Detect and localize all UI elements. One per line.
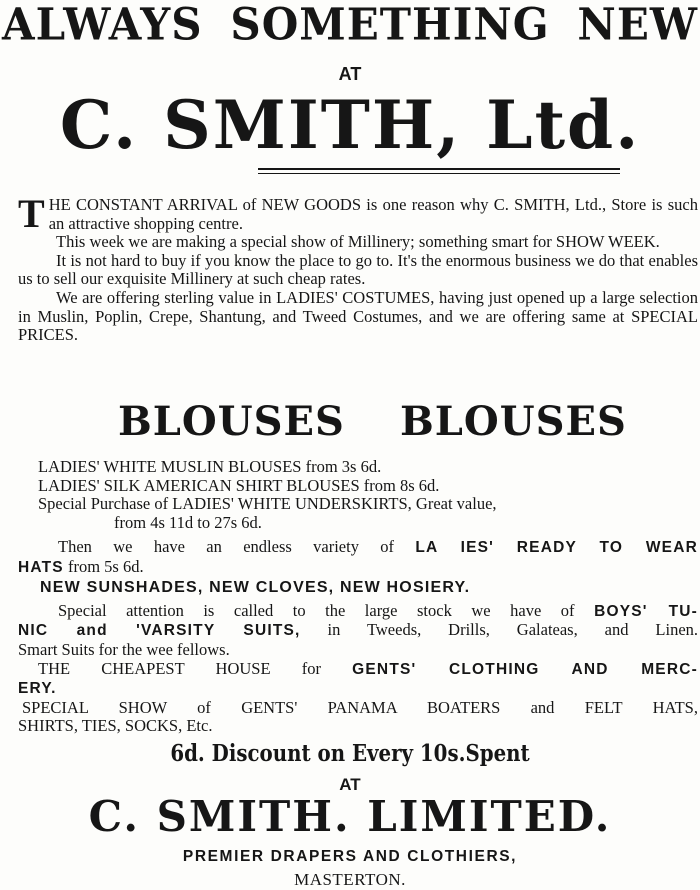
brand-name-footer: C. SMITH. LIMITED. [88,792,612,841]
list-item: LADIES' WHITE MUSLIN BLOUSES from 3s 6d. [38,457,382,476]
intro-paragraph-1-text: HE CONSTANT ARRIVAL of NEW GOODS is one reason why C. SMITH, Ltd., Store is such an attractive shopping centre. [48,195,698,233]
at-label-footer: AT [339,775,361,794]
intro-paragraph-3: It is not hard to buy if you know the place to go to. It's the enormous business we do that enables us to sell our exquisite Millinery at such cheap rates. [18,250,698,289]
discount-banner: 6d. Discount on Every 10s.Spent [170,740,530,767]
list-item: Special Purchase of LADIES' WHITE UNDERSKIRTS, Great value, [38,494,497,514]
intro-text [18,191,698,345]
cheapest-house-line [18,660,698,680]
intro-paragraph-1 [18,191,698,236]
new-goods-line: NEW SUNSHADES, NEW CLOVES, NEW HOSIERY. [40,579,471,597]
headline-word-always: ALWAYS [2,0,203,51]
drop-cap: T [18,191,45,236]
double-rule-bottom [258,173,620,174]
ready-to-wear-bold: LA IES' READY TO WEAR [415,539,698,556]
hats-bold: HATS [18,558,64,576]
nic-materials: in Tweeds, Drills, Galateas, and Linen. [327,620,699,640]
blouses-heading-left: BLOUSES [118,398,345,445]
cheapest-house-intro: THE CHEAPEST HOUSE for [38,658,321,678]
boys-bold: BOYS' TU- [594,602,699,620]
ery-line [18,679,698,699]
nic-bold: NIC and 'VARSITY SUITS, [18,622,301,640]
list-item: from 4s 11d to 27s 6d. [114,512,262,532]
brand-name: C. SMITH, Ltd. [59,86,641,164]
blouses-heading-right: BLOUSES [400,398,627,445]
headline [2,0,698,50]
ery-bold: ERY. [18,680,57,698]
town-name: MASTERTON. [294,870,406,889]
special-show-line: SPECIAL SHOW of GENTS' PANAMA BOATERS and FELT HATS, [22,697,698,717]
tagline: PREMIER DRAPERS AND CLOTHIERS, [182,848,518,865]
nic-line [18,621,698,641]
cheapest-house-bold: GENTS' CLOTHING AND MERC- [352,660,698,678]
at-label: AT [338,64,362,84]
boys-line [18,602,698,622]
ready-to-wear-intro: Then we have an endless variety of [58,537,395,556]
blouse-price-list [38,458,698,532]
headline-word-new: NEW [577,0,698,51]
double-rule-top [258,168,620,170]
smart-suits-line: Smart Suits for the wee fellows. [18,639,230,659]
hats-line [18,558,698,578]
ready-to-wear-line [18,538,698,558]
offers-text [18,538,698,736]
intro-paragraph-4: We are offering sterling value in LADIES' COSTUMES, having just opened up a large selection in Muslin, Poplin, Crepe, Shantung, and Tweed Costumes, and we are offering same at SPECIAL PRICES. [18,287,698,345]
hats-price: from 5s 6d. [67,556,144,576]
shirts-line: SHIRTS, TIES, SOCKS, Etc. [18,716,213,736]
headline-word-something: SOMETHING [230,0,550,51]
list-item: LADIES' SILK AMERICAN SHIRT BLOUSES from 8s 6d. [38,475,440,495]
boys-intro: Special attention is called to the large stock we have of [58,600,575,620]
intro-paragraph-2: This week we are making a special show of Millinery; something smart for SHOW WEEK. [56,232,660,252]
